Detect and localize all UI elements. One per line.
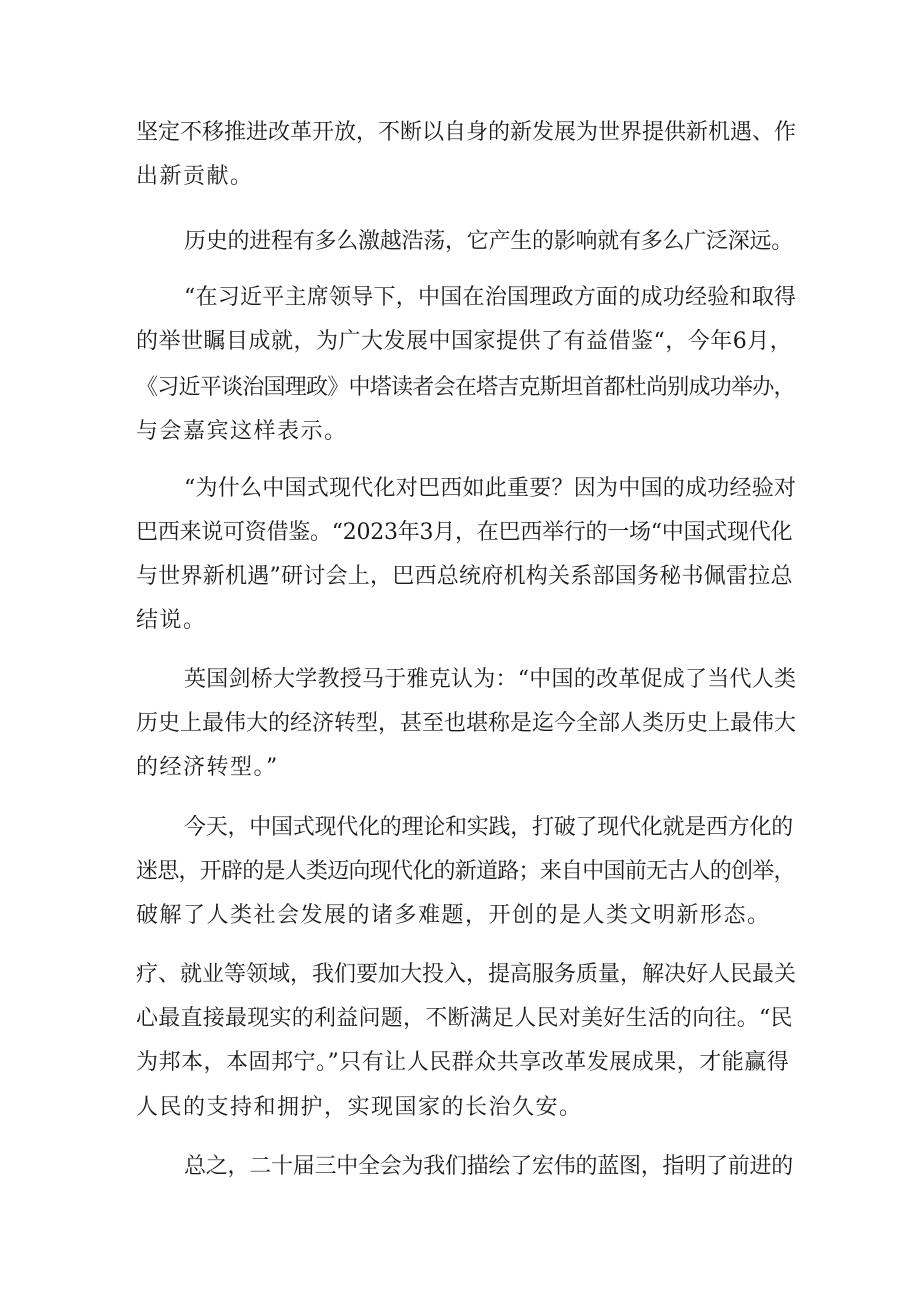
paragraph-line: 巴西来说可资借鉴。“2023年3月，在巴西举行的一场“中国式现代化 [136, 520, 793, 545]
paragraph-line: 与世界新机遇”研讨会上，巴西总统府机构关系部国务秘书佩雷拉总 [136, 564, 793, 589]
paragraph-line: 英国剑桥大学教授马于雅克认为：“中国的改革促成了当代人类 [184, 667, 797, 692]
paragraph-line: 疗、就业等领域，我们要加大投入，提高服务质量，解决好人民最关 [136, 962, 797, 987]
paragraph-line: 出新贡献。 [136, 164, 254, 189]
paragraph-line: 迷思，开辟的是人类迈向现代化的新道路；来自中国前无古人的创举， [136, 859, 795, 884]
paragraph-line: 心最直接最现实的利益问题，不断满足人民对美好生活的向往。“民 [136, 1006, 793, 1031]
paragraph-line: 历史上最伟大的经济转型，甚至也堪称是迄今全部人类历史上最伟大 [136, 711, 797, 736]
paragraph-line: “在习近平主席领导下，中国在治国理政方面的成功经验和取得 [184, 285, 797, 310]
paragraph-line: 的举世瞩目成就，为广大发展中国家提供了有益借鉴“，今年6月， [136, 329, 793, 354]
paragraph-line: 结说。 [136, 608, 207, 633]
paragraph-line: 坚定不移推进改革开放，不断以自身的新发展为世界提供新机遇、作 [136, 120, 797, 145]
paragraph-line: 破解了人类社会发展的诸多难题，开创的是人类文明新形态。 [136, 903, 771, 928]
paragraph-line: “为什么中国式现代化对巴西如此重要？因为中国的成功经验对 [184, 476, 797, 501]
paragraph-line: 与会嘉宾这样表示。 [136, 419, 348, 444]
paragraph-line: 人民的支持和拥护，实现国家的长治久安。 [136, 1095, 583, 1120]
paragraph-line: 历史的进程有多么激越浩荡，它产生的影响就有多么广泛深远。 [184, 229, 794, 254]
paragraph-line: 的经济转型。” [136, 755, 279, 780]
paragraph-line: 《习近平谈治国理政》中塔读者会在塔吉克斯坦首都杜尚别成功举办， [136, 375, 795, 400]
paragraph-line: 为邦本，本固邦宁。”只有让人民群众共享改革发展成果，才能赢得 [136, 1050, 790, 1075]
paragraph-line: 总之，二十届三中全会为我们描绘了宏伟的蓝图，指明了前进的 [184, 1154, 794, 1179]
paragraph-line: 今天，中国式现代化的理论和实践，打破了现代化就是西方化的 [184, 815, 794, 840]
